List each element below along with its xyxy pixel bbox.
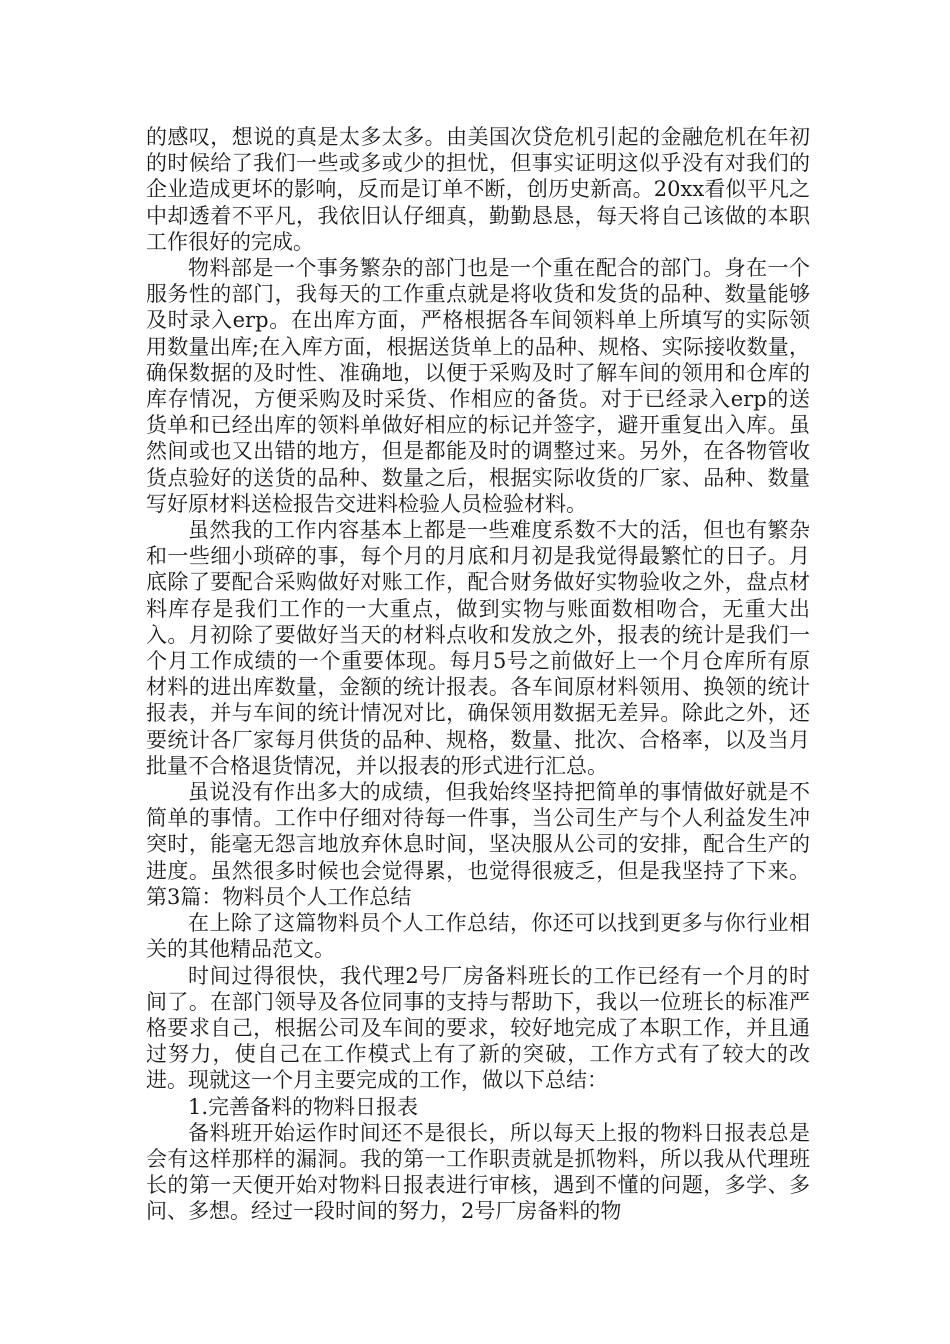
section-heading-daily-report: 1.完善备料的物料日报表 bbox=[188, 1094, 419, 1119]
paragraph-material-department: 物料部是一个事务繁杂的部门也是一个重在配合的部门。身在一个服务性的部门，我每天的工作重点就是将收货和发货的品种、数量能够及时录入erp。在出库方面，严格根据各车间领料单上所填写的实际领用数量出库;在入库方面，根据送货单上的品种、规格、实际接收数量，确保数据的及时性、准确地，以便于采购及时了解车间的领用和仓库的库存情况，方便采购及时采货、作相应的备货。对于已经录入erp的送货单和已经出库的领料单做好相应的标记并签字，避开重复出入库。虽然间或也又出错的地方，但是都能及时的调整过来。另外，在各物管收货点验好的送货的品种、数量之后，根据实际收货的厂家、品种、数量写好原材料送检报告交进料检验人员检验材料。 bbox=[146, 256, 810, 516]
paragraph-continuation: 的感叹，想说的真是太多太多。由美国次贷危机引起的金融危机在年初的时候给了我们一些或多或少的担忧，但事实证明这似乎没有对我们的企业造成更坏的影响，反而是订单不断，创历史新高。20xx看似平凡之中却透着不平凡，我依旧认仔细真，勤勤恳恳，每天将自己该做的本职工作很好的完成。 bbox=[146, 125, 810, 254]
paragraph-monthly-work: 虽然我的工作内容基本上都是一些难度系数不大的活，但也有繁杂和一些细小琐碎的事，每个月的月底和月初是我觉得最繁忙的日子。月底除了要配合采购做好对账工作，配合财务做好实物验收之外，盘点材料库存是我们工作的一大重点，做到实物与账面数相吻合，无重大出入。月初除了要做好当天的材料点收和发放之外，报表的统计是我们一个月工作成绩的一个重要体现。每月5号之前做好上一个月仓库所有原材料的进出库数量，金额的统计报表。各车间原材料领用、换领的统计报表，并与车间的统计情况对比，确保领用数据无差异。除此之外，还要统计各厂家每月供货的品种、规格，数量、批次、合格率，以及当月批量不合格退货情况，并以报表的形式进行汇总。 bbox=[146, 518, 810, 778]
paragraph-related-articles: 在上除了这篇物料员个人工作总结，你还可以找到更多与你行业相关的其他精品范文。 bbox=[146, 911, 810, 962]
paragraph-daily-report: 备料班开始运作时间还不是很长，所以每天上报的物料日报表总是会有这样那样的漏洞。我的第一工作职责就是抓物料，所以我从代理班长的第一天便开始对物料日报表进行审核，遇到不懂的问题，多学、多问、多想。经过一段时间的努力，2号厂房备料的物 bbox=[146, 1120, 810, 1224]
document-body bbox=[146, 124, 810, 1225]
paragraph-persistence: 虽说没有作出多大的成绩，但我始终坚持把简单的事情做好就是不简单的事情。工作中仔细对待每一件事，当公司生产与个人利益发生冲突时，能毫无怨言地放弃休息时间，坚决服从公司的安排，配合生产的进度。虽然很多时候也会觉得累，也觉得很疲乏，但是我坚持了下来。第3篇：物料员个人工作总结 bbox=[146, 780, 810, 909]
paragraph-acting-team-leader: 时间过得很快，我代理2号厂房备料班长的工作已经有一个月的时间了。在部门领导及各位同事的支持与帮助下，我以一位班长的标准严格要求自己，根据公司及车间的要求，较好地完成了本职工作，并且通过努力，使自己在工作模式上有了新的突破，工作方式有了较大的改进。现就这一个月主要完成的工作，做以下总结： bbox=[146, 963, 810, 1093]
